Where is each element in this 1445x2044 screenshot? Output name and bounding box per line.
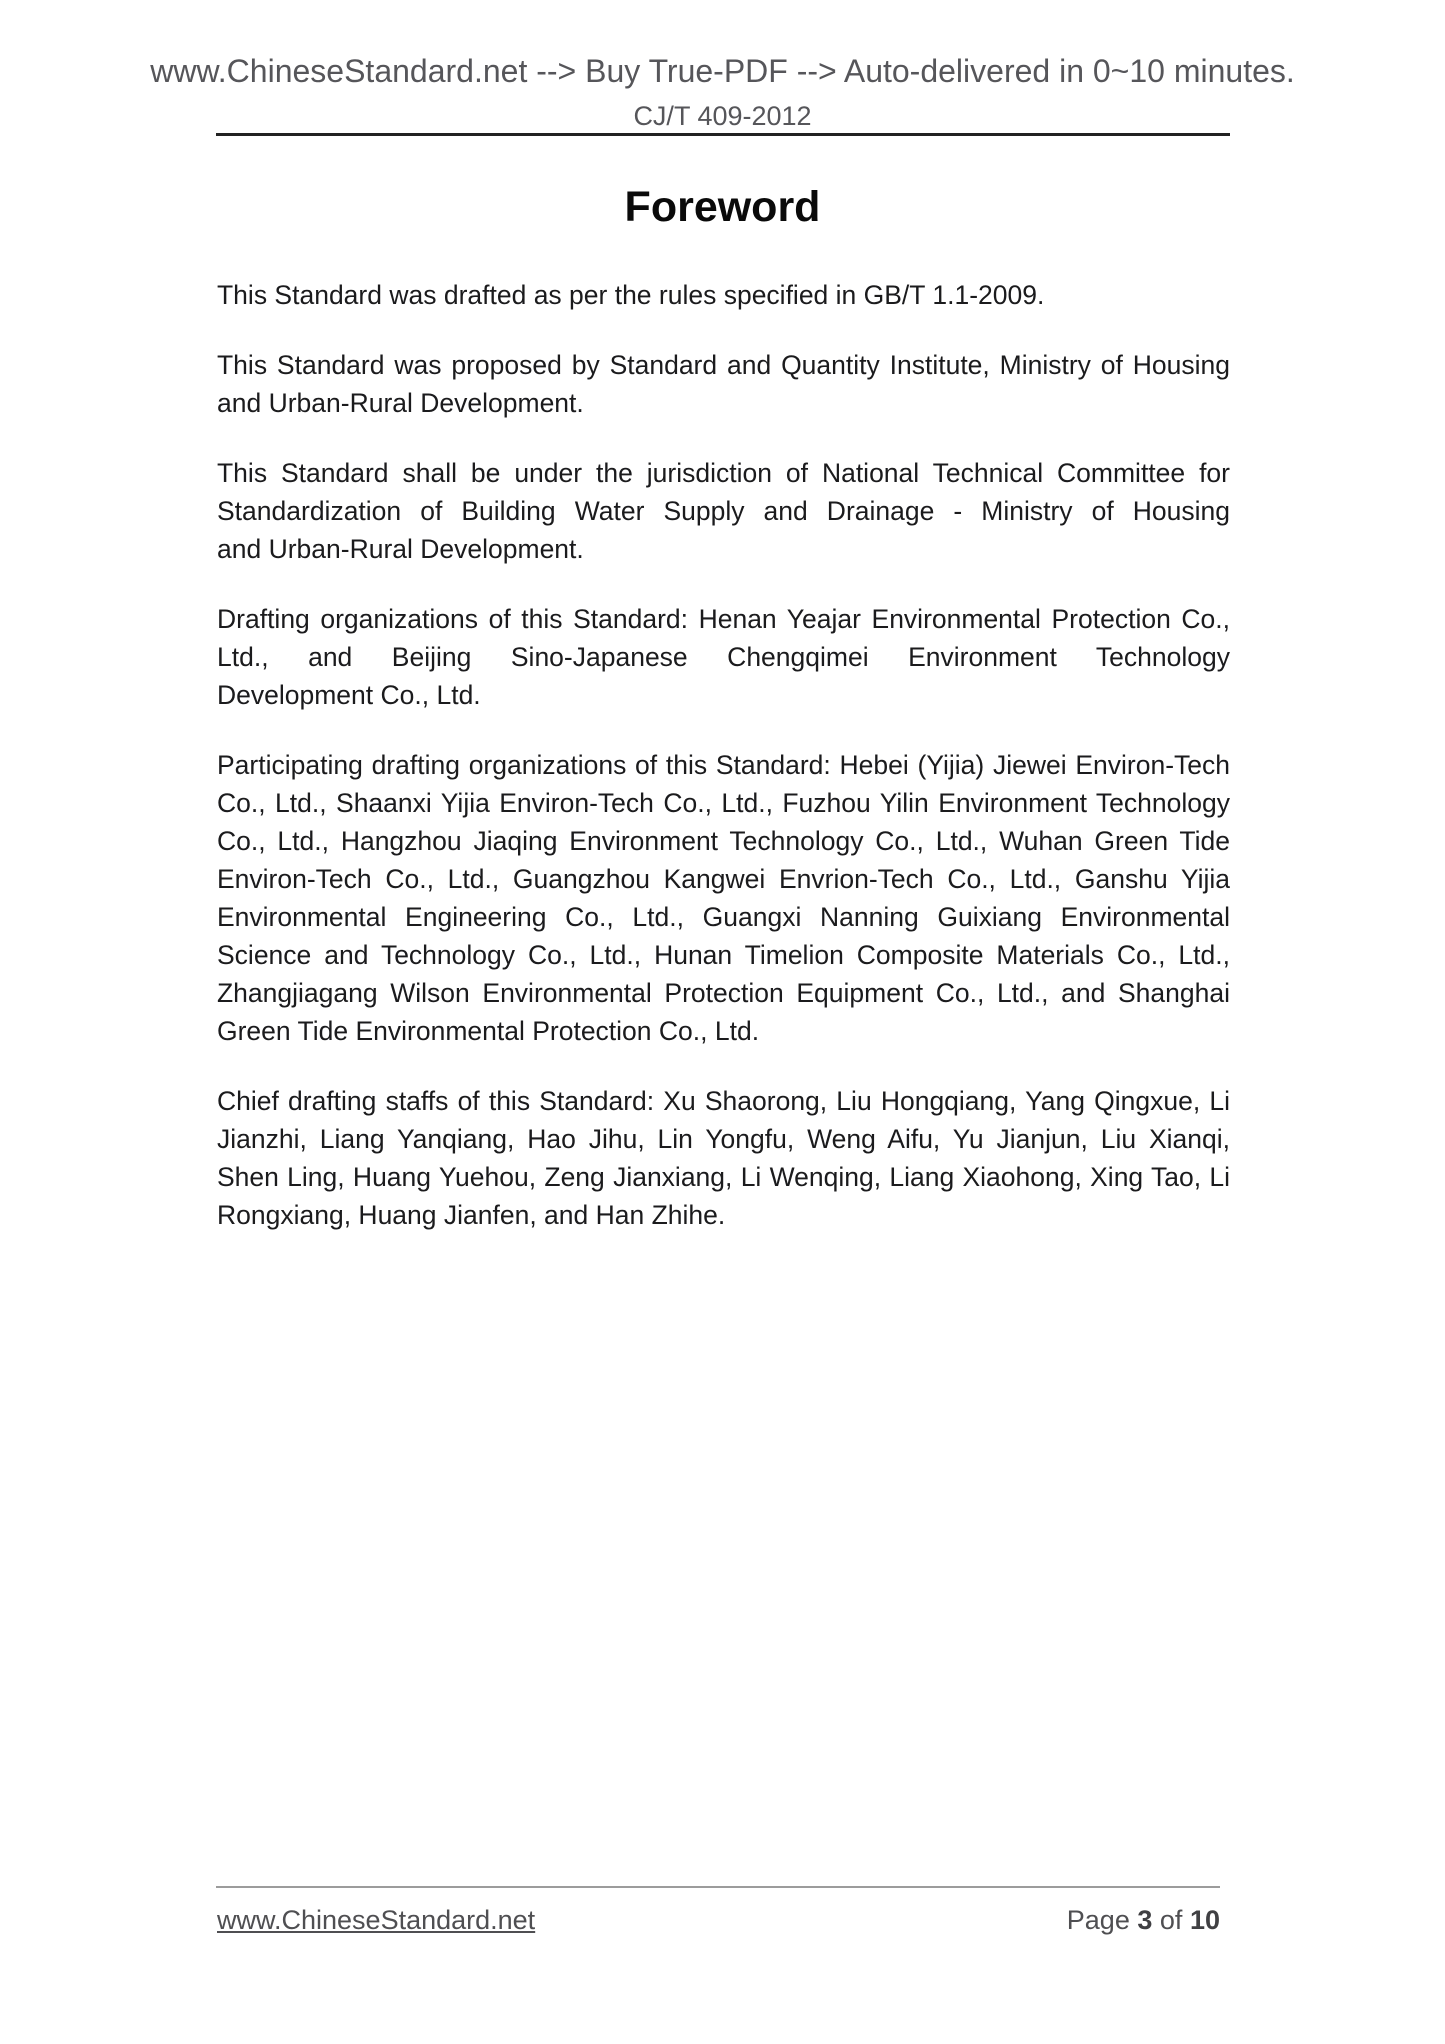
text-line: Co., Ltd., Shaanxi Yijia Environ-Tech Co., Ltd., Fuzhou Yilin Environment Technology [217, 788, 1230, 818]
page-total-number: 10 [1189, 1905, 1220, 1935]
footer-site-link[interactable]: www.ChineseStandard.net [217, 1905, 536, 1935]
text-line: Participating drafting organizations of this Standard: Hebei (Yijia) Jiewei Environ-Tech [217, 750, 1230, 780]
text-line: Drafting organizations of this Standard: Henan Yeajar Environmental Protection Co., [217, 604, 1230, 634]
text-line: This Standard was proposed by Standard and Quantity Institute, Ministry of Housing [217, 350, 1230, 380]
text-line: Science and Technology Co., Ltd., Hunan Timelion Composite Materials Co., Ltd., [217, 940, 1230, 970]
text-line: Co., Ltd., Hangzhou Jiaqing Environment Technology Co., Ltd., Wuhan Green Tide [217, 826, 1230, 856]
document-body [217, 276, 1230, 1266]
header-standard-code: CJ/T 409-2012 [633, 101, 812, 131]
text-line: Chief drafting staffs of this Standard: Xu Shaorong, Liu Hongqiang, Yang Qingxue, Li [217, 1086, 1230, 1116]
text-line: and Urban-Rural Development. [217, 534, 584, 564]
header-rule [216, 133, 1230, 136]
text-line: Zhangjiagang Wilson Environmental Protection Equipment Co., Ltd., and Shanghai [217, 978, 1230, 1008]
text-line: Shen Ling, Huang Yuehou, Zeng Jianxiang, Li Wenqing, Liang Xiaohong, Xing Tao, Li [217, 1162, 1230, 1192]
page-title: Foreword [624, 183, 821, 231]
text-line: Rongxiang, Huang Jianfen, and Han Zhihe. [217, 1200, 726, 1230]
paragraph [217, 346, 1230, 422]
text-line: Green Tide Environmental Protection Co., Ltd. [217, 1016, 760, 1046]
page-indicator [1067, 1905, 1220, 1936]
text-line: and Urban-Rural Development. [217, 388, 584, 418]
text-line: Environmental Engineering Co., Ltd., Guangxi Nanning Guixiang Environmental [217, 902, 1230, 932]
text-line: Development Co., Ltd. [217, 680, 481, 710]
page-current-number: 3 [1137, 1905, 1153, 1935]
text-line: Environ-Tech Co., Ltd., Guangzhou Kangwei Envrion-Tech Co., Ltd., Ganshu Yijia [217, 864, 1230, 894]
footer-rule [216, 1886, 1220, 1888]
text-line: Standardization of Building Water Supply and Drainage - Ministry of Housing [217, 496, 1230, 526]
paragraph [217, 746, 1230, 1050]
paragraph [217, 454, 1230, 568]
page-label: Page [1066, 1905, 1130, 1935]
text-line: Jianzhi, Liang Yanqiang, Hao Jihu, Lin Yongfu, Weng Aifu, Yu Jianjun, Liu Xianqi, [217, 1124, 1230, 1154]
page-footer [217, 1905, 1220, 1936]
paragraph [217, 600, 1230, 714]
text-line: This Standard shall be under the jurisdiction of National Technical Committee for [217, 458, 1230, 488]
paragraph [217, 276, 1230, 314]
of-label: of [1159, 1905, 1183, 1935]
paragraph [217, 1082, 1230, 1234]
text-line: Ltd., and Beijing Sino-Japanese Chengqimei Environment Technology [217, 642, 1230, 672]
text-line: This Standard was drafted as per the rules specified in GB/T 1.1-2009. [217, 280, 1045, 310]
header-promo-text: www.ChineseStandard.net --> Buy True-PDF --> Auto-delivered in 0~10 minutes. [150, 53, 1295, 89]
